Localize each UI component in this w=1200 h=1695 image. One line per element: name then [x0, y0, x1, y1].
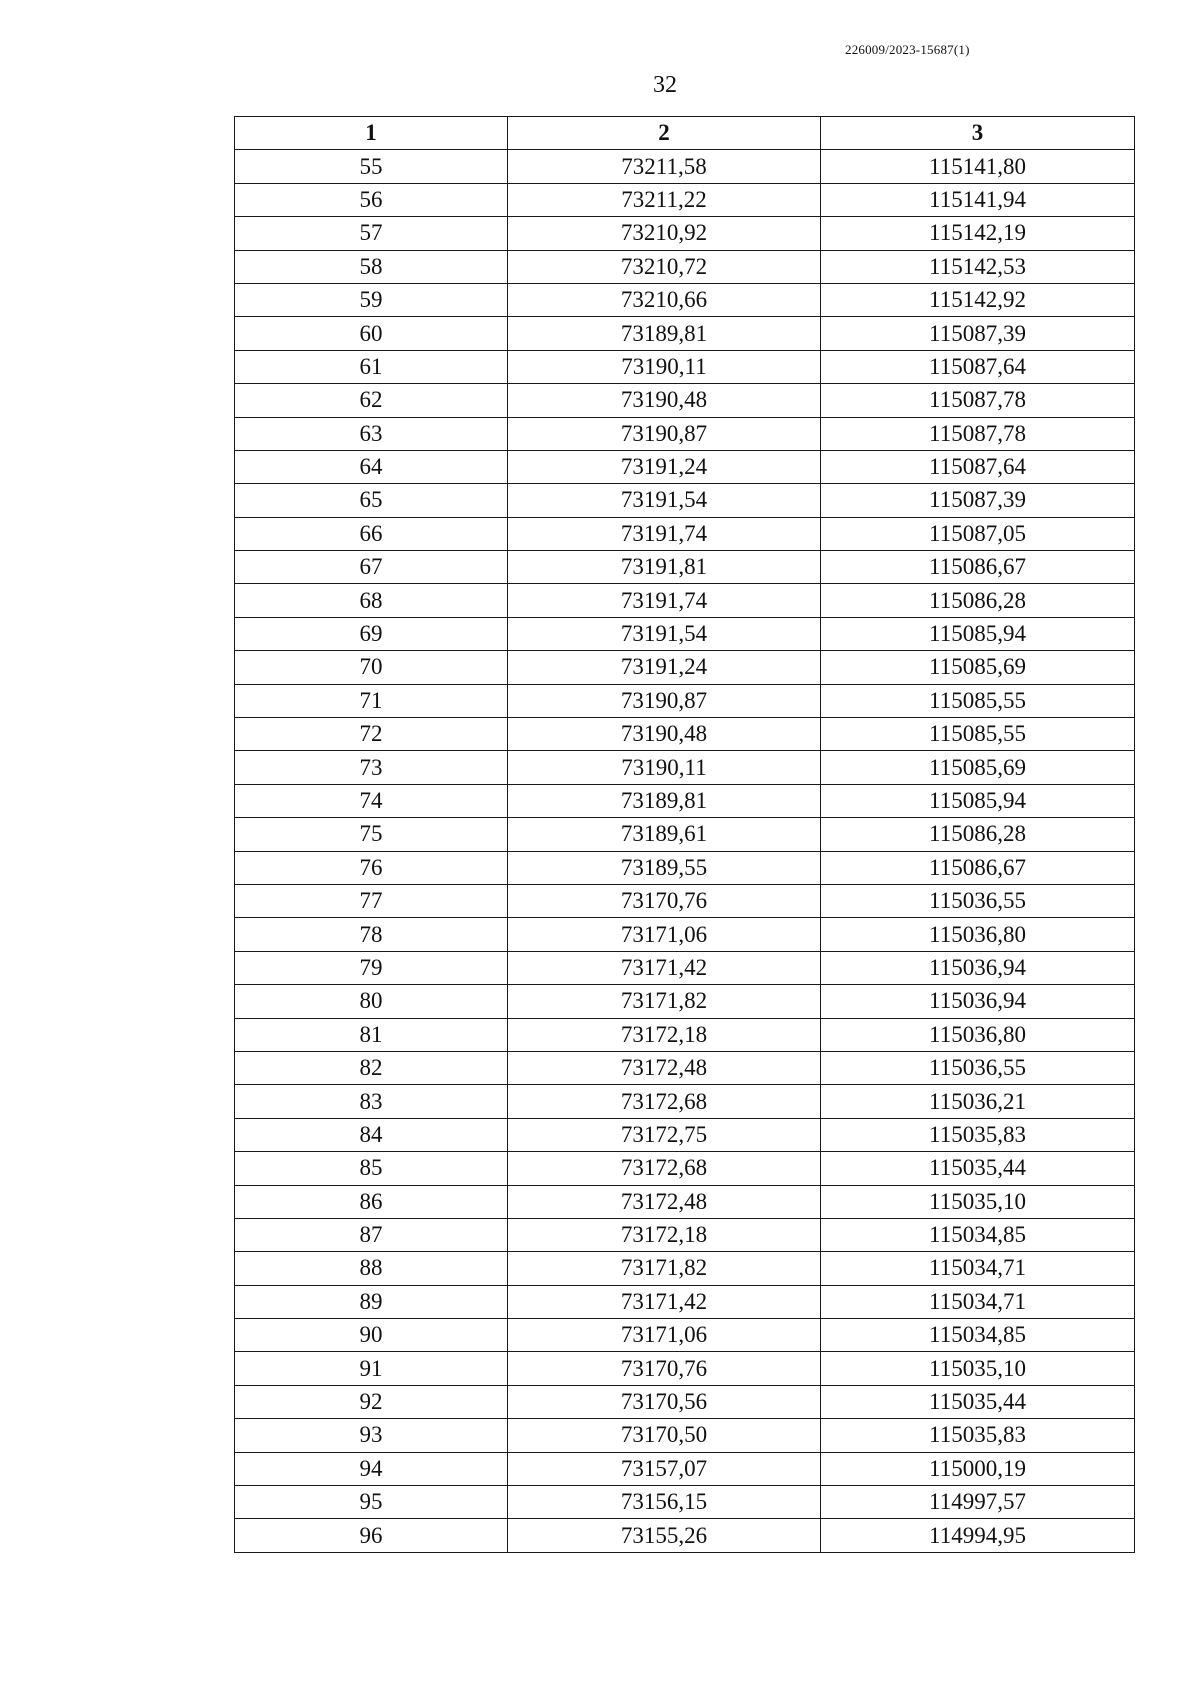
- table-row: [235, 450, 1135, 483]
- table-row: [235, 951, 1135, 984]
- cell-y-coordinate: 115036,80: [821, 918, 1135, 951]
- cell-x-coordinate: 73190,48: [508, 384, 821, 417]
- page-number: 32: [653, 72, 677, 98]
- cell-x-coordinate: 73172,18: [508, 1218, 821, 1251]
- cell-y-coordinate: 115086,67: [821, 851, 1135, 884]
- cell-y-coordinate: 115035,83: [821, 1118, 1135, 1151]
- cell-y-coordinate: 115087,39: [821, 484, 1135, 517]
- cell-y-coordinate: 115085,94: [821, 784, 1135, 817]
- table-row: [235, 985, 1135, 1018]
- table-row: [235, 551, 1135, 584]
- cell-y-coordinate: 115141,94: [821, 183, 1135, 216]
- table-row: [235, 718, 1135, 751]
- cell-y-coordinate: 115087,64: [821, 450, 1135, 483]
- cell-y-coordinate: 115086,28: [821, 584, 1135, 617]
- cell-point-number: 82: [235, 1051, 508, 1084]
- cell-point-number: 96: [235, 1519, 508, 1552]
- table-row: [235, 217, 1135, 250]
- cell-y-coordinate: 115036,55: [821, 1051, 1135, 1084]
- cell-point-number: 84: [235, 1118, 508, 1151]
- cell-point-number: 71: [235, 684, 508, 717]
- cell-point-number: 69: [235, 617, 508, 650]
- cell-y-coordinate: 115035,44: [821, 1385, 1135, 1418]
- cell-point-number: 60: [235, 317, 508, 350]
- cell-x-coordinate: 73171,82: [508, 1252, 821, 1285]
- table-row: [235, 250, 1135, 283]
- table-row: [235, 784, 1135, 817]
- table-row: [235, 1252, 1135, 1285]
- cell-y-coordinate: 115141,80: [821, 150, 1135, 183]
- cell-y-coordinate: 115035,10: [821, 1352, 1135, 1385]
- cell-point-number: 56: [235, 183, 508, 216]
- cell-x-coordinate: 73191,81: [508, 551, 821, 584]
- table-row: [235, 1452, 1135, 1485]
- table-row: [235, 283, 1135, 316]
- cell-point-number: 58: [235, 250, 508, 283]
- cell-point-number: 78: [235, 918, 508, 951]
- cell-y-coordinate: 115085,94: [821, 617, 1135, 650]
- table-row: [235, 1218, 1135, 1251]
- cell-y-coordinate: 115087,05: [821, 517, 1135, 550]
- table-row: [235, 1051, 1135, 1084]
- cell-y-coordinate: 115036,55: [821, 884, 1135, 917]
- cell-y-coordinate: 115087,78: [821, 384, 1135, 417]
- header-row: [235, 117, 1135, 150]
- cell-point-number: 95: [235, 1486, 508, 1519]
- cell-point-number: 77: [235, 884, 508, 917]
- cell-x-coordinate: 73190,11: [508, 350, 821, 383]
- cell-x-coordinate: 73210,66: [508, 283, 821, 316]
- cell-y-coordinate: 115085,55: [821, 718, 1135, 751]
- cell-y-coordinate: 115034,85: [821, 1319, 1135, 1352]
- table-row: [235, 1352, 1135, 1385]
- cell-point-number: 92: [235, 1385, 508, 1418]
- cell-y-coordinate: 115086,67: [821, 551, 1135, 584]
- cell-point-number: 91: [235, 1352, 508, 1385]
- cell-point-number: 67: [235, 551, 508, 584]
- table-row: [235, 384, 1135, 417]
- cell-point-number: 68: [235, 584, 508, 617]
- cell-point-number: 80: [235, 985, 508, 1018]
- cell-y-coordinate: 115086,28: [821, 818, 1135, 851]
- cell-point-number: 76: [235, 851, 508, 884]
- cell-y-coordinate: 115036,21: [821, 1085, 1135, 1118]
- cell-x-coordinate: 73191,24: [508, 651, 821, 684]
- table-row: [235, 517, 1135, 550]
- cell-x-coordinate: 73211,22: [508, 183, 821, 216]
- cell-x-coordinate: 73190,87: [508, 684, 821, 717]
- cell-x-coordinate: 73156,15: [508, 1486, 821, 1519]
- cell-x-coordinate: 73210,72: [508, 250, 821, 283]
- cell-y-coordinate: 115085,55: [821, 684, 1135, 717]
- table-row: [235, 1185, 1135, 1218]
- table-row: [235, 350, 1135, 383]
- table-row: [235, 150, 1135, 183]
- cell-x-coordinate: 73171,06: [508, 918, 821, 951]
- cell-y-coordinate: 115085,69: [821, 751, 1135, 784]
- cell-point-number: 75: [235, 818, 508, 851]
- cell-x-coordinate: 73170,76: [508, 1352, 821, 1385]
- table-row: [235, 884, 1135, 917]
- cell-x-coordinate: 73190,48: [508, 718, 821, 751]
- cell-point-number: 87: [235, 1218, 508, 1251]
- table-row: [235, 584, 1135, 617]
- cell-point-number: 70: [235, 651, 508, 684]
- table-row: [235, 1285, 1135, 1318]
- cell-x-coordinate: 73189,61: [508, 818, 821, 851]
- table-row: [235, 1018, 1135, 1051]
- cell-point-number: 72: [235, 718, 508, 751]
- cell-y-coordinate: 115035,83: [821, 1419, 1135, 1452]
- table-row: [235, 918, 1135, 951]
- column-header-y: 3: [821, 117, 1135, 150]
- cell-y-coordinate: 115142,19: [821, 217, 1135, 250]
- cell-x-coordinate: 73172,48: [508, 1051, 821, 1084]
- cell-y-coordinate: 114994,95: [821, 1519, 1135, 1552]
- cell-point-number: 62: [235, 384, 508, 417]
- cell-x-coordinate: 73170,76: [508, 884, 821, 917]
- table-row: [235, 651, 1135, 684]
- document-id: 226009/2023-15687(1): [845, 42, 970, 57]
- cell-x-coordinate: 73171,82: [508, 985, 821, 1018]
- table-row: [235, 484, 1135, 517]
- cell-point-number: 74: [235, 784, 508, 817]
- cell-y-coordinate: 115087,39: [821, 317, 1135, 350]
- cell-point-number: 89: [235, 1285, 508, 1318]
- table-row: [235, 617, 1135, 650]
- table-row: [235, 1519, 1135, 1552]
- cell-x-coordinate: 73191,24: [508, 450, 821, 483]
- cell-x-coordinate: 73172,48: [508, 1185, 821, 1218]
- cell-point-number: 65: [235, 484, 508, 517]
- cell-point-number: 66: [235, 517, 508, 550]
- cell-x-coordinate: 73171,42: [508, 951, 821, 984]
- cell-x-coordinate: 73190,87: [508, 417, 821, 450]
- cell-x-coordinate: 73172,75: [508, 1118, 821, 1151]
- cell-point-number: 93: [235, 1419, 508, 1452]
- cell-x-coordinate: 73172,68: [508, 1152, 821, 1185]
- table-row: [235, 1152, 1135, 1185]
- cell-point-number: 63: [235, 417, 508, 450]
- cell-x-coordinate: 73157,07: [508, 1452, 821, 1485]
- table-row: [235, 183, 1135, 216]
- cell-point-number: 64: [235, 450, 508, 483]
- table-row: [235, 1319, 1135, 1352]
- cell-point-number: 94: [235, 1452, 508, 1485]
- cell-x-coordinate: 73190,11: [508, 751, 821, 784]
- table-row: [235, 1486, 1135, 1519]
- cell-point-number: 55: [235, 150, 508, 183]
- cell-x-coordinate: 73189,81: [508, 317, 821, 350]
- table-row: [235, 851, 1135, 884]
- cell-x-coordinate: 73170,50: [508, 1419, 821, 1452]
- cell-x-coordinate: 73211,58: [508, 150, 821, 183]
- table-header: [235, 117, 1135, 150]
- column-header-x: 2: [508, 117, 821, 150]
- cell-point-number: 88: [235, 1252, 508, 1285]
- cell-x-coordinate: 73189,81: [508, 784, 821, 817]
- cell-y-coordinate: 115036,80: [821, 1018, 1135, 1051]
- cell-point-number: 73: [235, 751, 508, 784]
- table-row: [235, 1385, 1135, 1418]
- table-row: [235, 684, 1135, 717]
- cell-y-coordinate: 115036,94: [821, 985, 1135, 1018]
- cell-x-coordinate: 73210,92: [508, 217, 821, 250]
- cell-point-number: 86: [235, 1185, 508, 1218]
- column-header-point: 1: [235, 117, 508, 150]
- table-row: [235, 1118, 1135, 1151]
- cell-y-coordinate: 115000,19: [821, 1452, 1135, 1485]
- cell-y-coordinate: 115087,64: [821, 350, 1135, 383]
- cell-y-coordinate: 115087,78: [821, 417, 1135, 450]
- cell-y-coordinate: 115034,85: [821, 1218, 1135, 1251]
- cell-y-coordinate: 115034,71: [821, 1252, 1135, 1285]
- table-row: [235, 1085, 1135, 1118]
- cell-x-coordinate: 73191,74: [508, 517, 821, 550]
- cell-x-coordinate: 73191,54: [508, 484, 821, 517]
- cell-point-number: 85: [235, 1152, 508, 1185]
- cell-x-coordinate: 73172,68: [508, 1085, 821, 1118]
- cell-point-number: 57: [235, 217, 508, 250]
- table-body: [235, 150, 1135, 1552]
- cell-x-coordinate: 73191,74: [508, 584, 821, 617]
- cell-x-coordinate: 73171,06: [508, 1319, 821, 1352]
- cell-y-coordinate: 115035,10: [821, 1185, 1135, 1218]
- cell-point-number: 90: [235, 1319, 508, 1352]
- cell-y-coordinate: 115142,53: [821, 250, 1135, 283]
- cell-x-coordinate: 73171,42: [508, 1285, 821, 1318]
- coordinates-table: [234, 116, 1135, 1553]
- cell-x-coordinate: 73170,56: [508, 1385, 821, 1418]
- table-row: [235, 751, 1135, 784]
- table-row: [235, 818, 1135, 851]
- table-row: [235, 417, 1135, 450]
- cell-y-coordinate: 115085,69: [821, 651, 1135, 684]
- cell-x-coordinate: 73155,26: [508, 1519, 821, 1552]
- cell-point-number: 79: [235, 951, 508, 984]
- cell-x-coordinate: 73191,54: [508, 617, 821, 650]
- table-row: [235, 317, 1135, 350]
- cell-point-number: 61: [235, 350, 508, 383]
- cell-y-coordinate: 115034,71: [821, 1285, 1135, 1318]
- cell-point-number: 81: [235, 1018, 508, 1051]
- cell-y-coordinate: 115035,44: [821, 1152, 1135, 1185]
- cell-point-number: 59: [235, 283, 508, 316]
- table-row: [235, 1419, 1135, 1452]
- cell-y-coordinate: 115036,94: [821, 951, 1135, 984]
- cell-y-coordinate: 115142,92: [821, 283, 1135, 316]
- cell-point-number: 83: [235, 1085, 508, 1118]
- cell-y-coordinate: 114997,57: [821, 1486, 1135, 1519]
- cell-x-coordinate: 73172,18: [508, 1018, 821, 1051]
- cell-x-coordinate: 73189,55: [508, 851, 821, 884]
